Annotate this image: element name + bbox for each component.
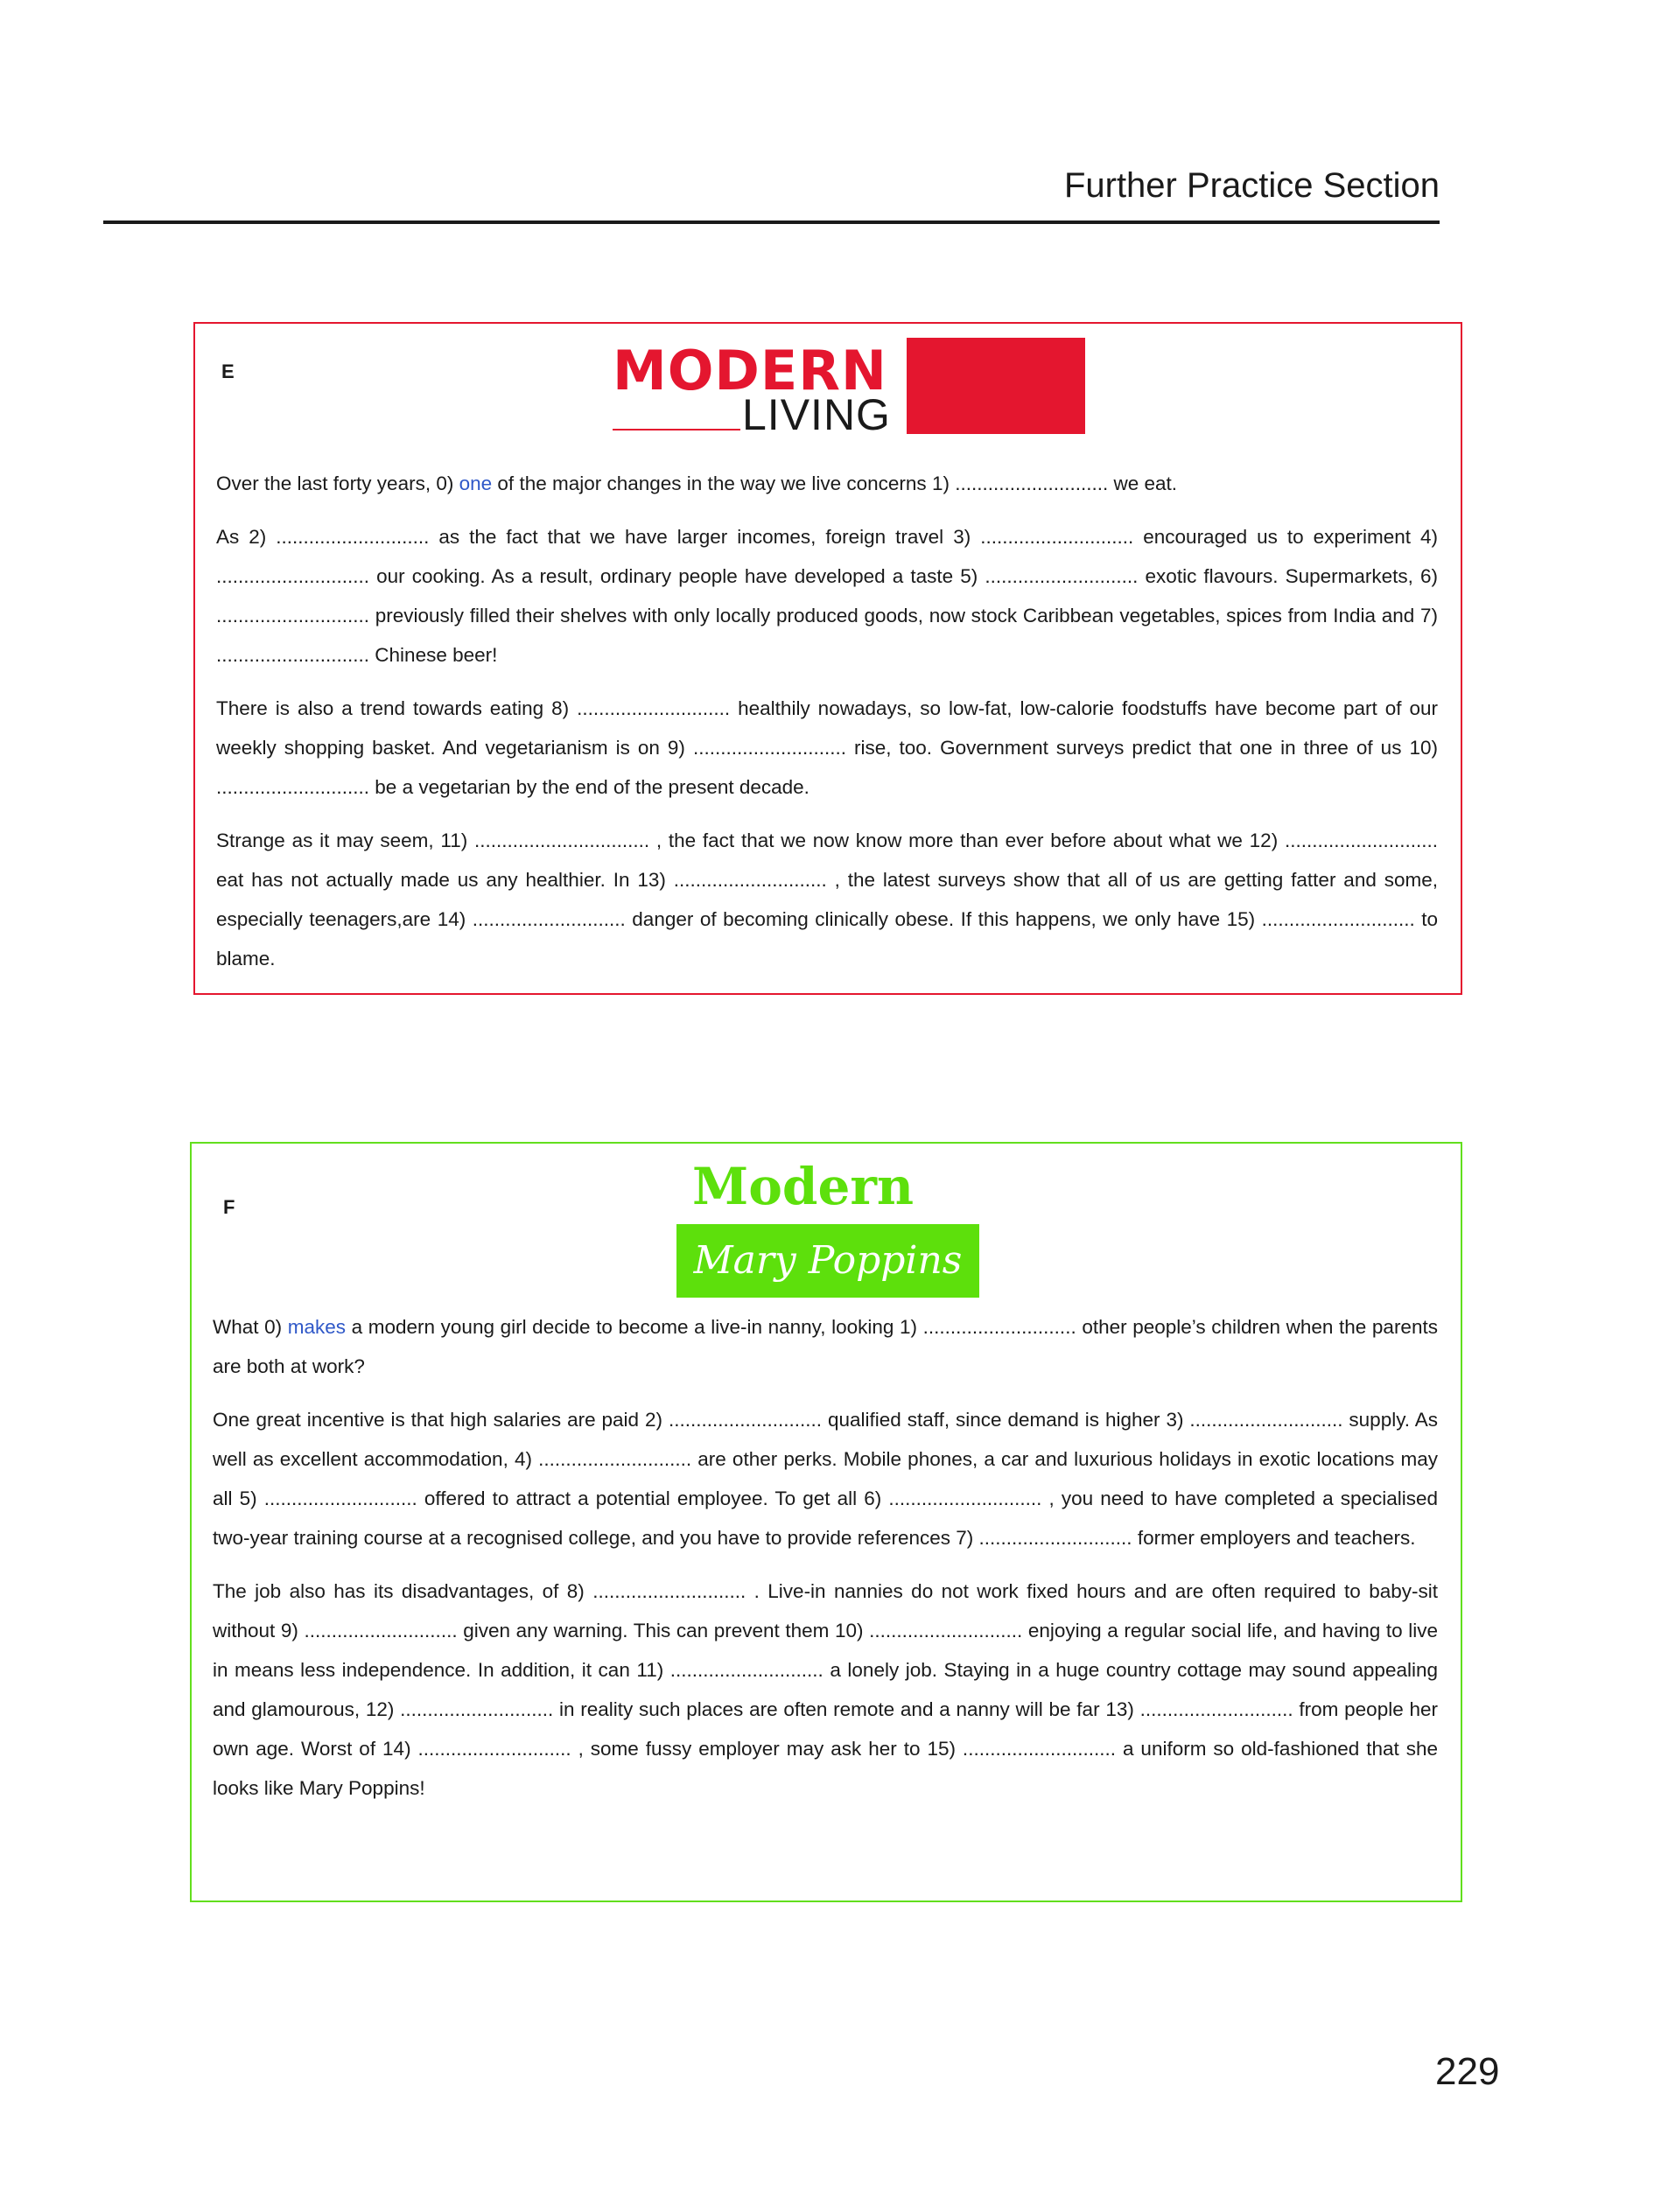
exercise-text bbox=[216, 464, 1438, 992]
item-number: 15) bbox=[1226, 908, 1256, 930]
answer-gap: ............................ bbox=[410, 1738, 578, 1760]
paragraph bbox=[213, 1307, 1438, 1386]
text-run: . Live-in nannies do not work fixed hours and are often required to baby-sit without bbox=[213, 1580, 1439, 1642]
item-number: 11) bbox=[440, 830, 468, 851]
answer-gap: ............................ bbox=[971, 526, 1144, 548]
logo-red-block bbox=[907, 338, 1085, 434]
text-run: exotic flavours. Supermarkets, bbox=[1145, 565, 1420, 587]
item-number: 7) bbox=[1419, 605, 1438, 626]
item-number: 10) bbox=[835, 1620, 864, 1642]
answer-gap: ............................ bbox=[266, 526, 439, 548]
answer-gap: ............................ bbox=[1133, 1698, 1300, 1720]
logo-underline bbox=[613, 429, 740, 430]
text-run: to blame. bbox=[216, 908, 1438, 970]
item-number: 5) bbox=[239, 1488, 257, 1509]
modern-living-logo bbox=[613, 338, 1090, 439]
text-run: One great incentive is that high salaries are paid bbox=[213, 1409, 646, 1431]
text-run: , some fussy employer may ask her to bbox=[578, 1738, 928, 1760]
item-number: 8) bbox=[566, 1580, 585, 1602]
answer-gap: ............................ bbox=[216, 565, 377, 587]
item-number: 7) bbox=[956, 1527, 974, 1549]
page-number: 229 bbox=[1435, 2050, 1500, 2093]
logo-word-modern: MODERN bbox=[613, 339, 887, 402]
section-title: Further Practice Section bbox=[1063, 166, 1440, 205]
logo-word-mary-poppins: Mary Poppins bbox=[693, 1238, 963, 1283]
answer-gap: ............................ bbox=[955, 1738, 1123, 1760]
header-divider bbox=[103, 220, 1440, 224]
text-run: we eat. bbox=[1113, 472, 1178, 494]
answer-gap: ............................ bbox=[978, 565, 1146, 587]
item-number: 8) bbox=[551, 697, 570, 719]
item-number: 12) bbox=[365, 1698, 395, 1720]
answer-gap: ............................ bbox=[394, 1698, 559, 1720]
paragraph bbox=[216, 464, 1438, 503]
answer-gap: ............................ bbox=[949, 472, 1114, 494]
text-run: in reality such places are often remote and a nanny will be far bbox=[558, 1698, 1106, 1720]
text-run: What bbox=[213, 1316, 265, 1338]
answer-gap: ............................ bbox=[1183, 1409, 1349, 1431]
answer-gap: ............................ bbox=[881, 1488, 1049, 1509]
paragraph bbox=[216, 821, 1438, 978]
text-run: healthily nowadays, so low-fat, low-calorie foodstuffs have become part of our weekly shopping basket. And vegetarianism is on bbox=[216, 697, 1438, 759]
exercise-e-box bbox=[193, 322, 1462, 995]
answer-gap: ............................ bbox=[216, 644, 375, 666]
item-number: 4) bbox=[514, 1448, 532, 1470]
answer-gap: ................................ bbox=[467, 830, 656, 851]
exercise-letter: F bbox=[223, 1196, 235, 1218]
item-number: 0) bbox=[264, 1316, 283, 1338]
answer-gap: ............................ bbox=[662, 1409, 828, 1431]
text-run: , the fact that we now know more than ever before about what we bbox=[655, 830, 1250, 851]
text-run: As bbox=[216, 526, 249, 548]
answer-gap: ............................ bbox=[917, 1316, 1083, 1338]
text-run: , you need to have completed a specialised two-year training course at a recognised college, and you have to provide references bbox=[213, 1488, 1439, 1549]
answer-gap: ............................ bbox=[973, 1527, 1138, 1549]
text-run: danger of becoming clinically obese. If this happens, we only have bbox=[632, 908, 1227, 930]
item-number: 13) bbox=[1105, 1698, 1134, 1720]
exercise-text bbox=[213, 1307, 1438, 1822]
text-run: There is also a trend towards eating bbox=[216, 697, 552, 719]
item-number: 6) bbox=[1420, 565, 1439, 587]
answer-gap: ............................ bbox=[256, 1488, 424, 1509]
text-run: enjoying a regular social life, and having to live in means less independence. In addition, it can bbox=[213, 1620, 1438, 1681]
text-run: from people her own age. Worst of bbox=[213, 1698, 1438, 1760]
item-number: 1) bbox=[931, 472, 950, 494]
item-number: 1) bbox=[900, 1316, 918, 1338]
text-run: given any warning. This can prevent them bbox=[463, 1620, 836, 1642]
logo-green-band bbox=[676, 1224, 979, 1298]
answer-gap: ............................ bbox=[663, 1659, 831, 1681]
item-number: 2) bbox=[249, 526, 267, 548]
exercise-f-box bbox=[190, 1142, 1462, 1902]
text-run: are other perks. Mobile phones, a car and luxurious holidays in exotic locations may all bbox=[213, 1448, 1438, 1509]
item-number: 10) bbox=[1409, 737, 1438, 759]
logo-word-living: LIVING bbox=[742, 390, 891, 439]
text-run: offered to attract a potential employee. To get all bbox=[424, 1488, 865, 1509]
answer-gap: ............................ bbox=[531, 1448, 698, 1470]
answer-gap: ............................ bbox=[665, 869, 835, 891]
text-run: as the fact that we have larger incomes, foreign travel bbox=[438, 526, 954, 548]
example-answer: one bbox=[459, 472, 493, 494]
answer-gap: ............................ bbox=[216, 605, 375, 626]
answer-gap: ............................ bbox=[1255, 908, 1422, 930]
text-run: rise, too. Government surveys predict that one in three of us bbox=[854, 737, 1410, 759]
answer-gap: ............................ bbox=[216, 776, 375, 798]
text-run: a modern young girl decide to become a live-in nanny, looking bbox=[346, 1316, 901, 1338]
paragraph bbox=[213, 1400, 1438, 1558]
answer-gap: ............................ bbox=[1278, 830, 1439, 851]
text-run: qualified staff, since demand is higher bbox=[827, 1409, 1167, 1431]
text-run bbox=[282, 1316, 288, 1338]
answer-gap: ............................ bbox=[584, 1580, 754, 1602]
text-run: supply. As well as excellent accommodation, bbox=[213, 1409, 1439, 1470]
item-number: 9) bbox=[280, 1620, 298, 1642]
answer-gap: ............................ bbox=[863, 1620, 1028, 1642]
item-number: 2) bbox=[645, 1409, 663, 1431]
answer-gap: ............................ bbox=[684, 737, 854, 759]
modern-mary-poppins-logo bbox=[675, 1158, 990, 1298]
text-run: other people’s children when the parents are both at work? bbox=[213, 1316, 1438, 1377]
text-run: encouraged us to experiment bbox=[1143, 526, 1420, 548]
item-number: 9) bbox=[667, 737, 685, 759]
text-run: be a vegetarian by the end of the present decade. bbox=[375, 776, 809, 798]
text-run: eat has not actually made us any healthier. In bbox=[216, 869, 638, 891]
text-run: Over the last forty years, bbox=[216, 472, 437, 494]
text-run: The job also has its disadvantages, of bbox=[213, 1580, 567, 1602]
item-number: 11) bbox=[636, 1659, 664, 1681]
paragraph bbox=[213, 1572, 1438, 1808]
text-run: Strange as it may seem, bbox=[216, 830, 441, 851]
text-run: , the latest surveys show that all of us are getting fatter and some, especially teenagers,are bbox=[216, 869, 1438, 930]
text-run: former employers and teachers. bbox=[1137, 1527, 1416, 1549]
text-run: previously filled their shelves with only locally produced goods, now stock Caribbean vegetables, spices from India and bbox=[375, 605, 1420, 626]
item-number: 12) bbox=[1249, 830, 1279, 851]
item-number: 6) bbox=[864, 1488, 882, 1509]
text-run: of the major changes in the way we live concerns bbox=[492, 472, 932, 494]
answer-gap: ............................ bbox=[466, 908, 633, 930]
item-number: 13) bbox=[637, 869, 666, 891]
item-number: 3) bbox=[1166, 1409, 1184, 1431]
item-number: 14) bbox=[437, 908, 466, 930]
paragraph bbox=[216, 517, 1438, 675]
text-run: a lonely job. Staying in a huge country cottage may sound appealing and glamourous, bbox=[213, 1659, 1438, 1720]
text-run: Chinese beer! bbox=[375, 644, 498, 666]
item-number: 14) bbox=[382, 1738, 411, 1760]
item-number: 3) bbox=[953, 526, 971, 548]
item-number: 4) bbox=[1419, 526, 1438, 548]
exercise-letter: E bbox=[221, 360, 235, 382]
item-number: 0) bbox=[436, 472, 454, 494]
example-answer: makes bbox=[287, 1316, 347, 1338]
text-run: our cooking. As a result, ordinary people have developed a taste bbox=[376, 565, 961, 587]
answer-gap: ............................ bbox=[298, 1620, 464, 1642]
item-number: 15) bbox=[927, 1738, 956, 1760]
item-number: 5) bbox=[960, 565, 978, 587]
paragraph bbox=[216, 689, 1438, 807]
logo-word-modern: Modern bbox=[692, 1157, 915, 1216]
text-run: a uniform so old-fashioned that she looks like Mary Poppins! bbox=[213, 1738, 1438, 1799]
answer-gap: ............................ bbox=[569, 697, 739, 719]
